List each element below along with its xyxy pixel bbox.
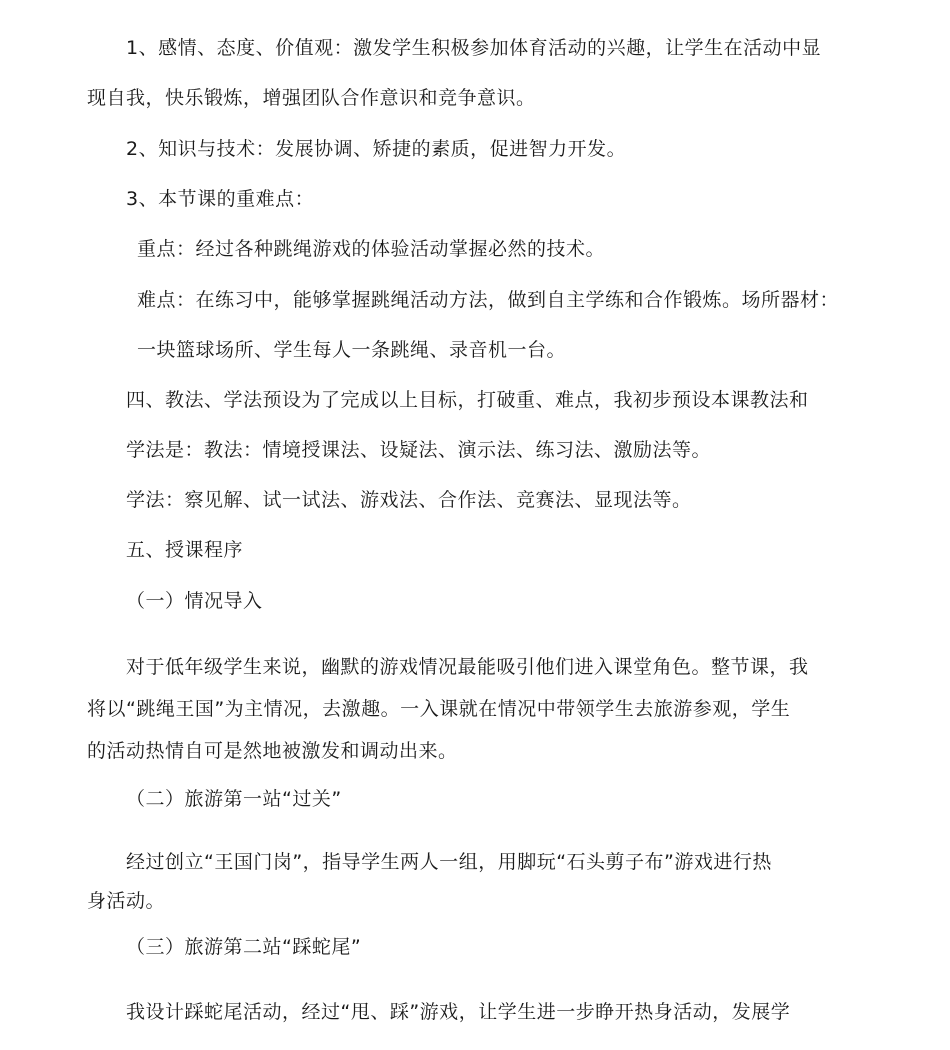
teaching-methods-line-2: 学法是：教法：情境授课法、设疑法、演示法、练习法、激励法等。 [126,439,712,461]
key-points-heading: 3、本节课的重难点： [126,188,315,210]
equipment-line: 一块篮球场所、学生每人一条跳绳、录音机一台。 [137,339,567,361]
objective-emotion-line-2: 现自我，快乐锻炼，增强团队合作意识和竞争意识。 [87,87,536,109]
objective-knowledge-line: 2、知识与技术：发展协调、矫捷的素质，促进智力开发。 [126,138,627,160]
situation-paragraph-line-3: 的活动热情自可是然地被激发和调动出来。 [87,740,458,762]
subsection-two-heading: （二）旅游第一站“过关” [126,788,342,810]
situation-paragraph-line-1: 对于低年级学生来说，幽默的游戏情况最能吸引他们进入课堂角色。整节课，我 [126,656,809,678]
key-point-line: 重点：经过各种跳绳游戏的体验活动掌握必然的技术。 [137,238,606,260]
learning-methods-line: 学法：察见解、试一试法、游戏法、合作法、竞赛法、显现法等。 [126,489,692,511]
situation-paragraph-line-2: 将以“跳绳王国”为主情况，去激趣。一入课就在情况中带领学生去旅游参观，学生 [87,698,791,720]
pass-paragraph-line-2: 身活动。 [87,890,166,912]
snake-paragraph-line-1: 我设计踩蛇尾活动，经过“甩、踩”游戏，让学生进一步睁开热身活动，发展学 [126,1001,791,1023]
section-five-heading: 五、授课程序 [126,539,244,561]
difficult-point-line: 难点：在练习中，能够掌握跳绳活动方法，做到自主学练和合作锻炼。场所器材： [137,289,840,311]
subsection-one-heading: （一）情况导入 [126,590,263,612]
teaching-methods-line-1: 四、教法、学法预设为了完成以上目标，打破重、难点，我初步预设本课教法和 [126,389,809,411]
objective-emotion-line-1: 1、感情、态度、价值观：激发学生积极参加体育活动的兴趣，让学生在活动中显 [126,37,822,59]
subsection-three-heading: （三）旅游第二站“踩蛇尾” [126,936,362,958]
pass-paragraph-line-1: 经过创立“王国门岗”，指导学生两人一组，用脚玩“石头剪子布”游戏进行热 [126,851,772,873]
